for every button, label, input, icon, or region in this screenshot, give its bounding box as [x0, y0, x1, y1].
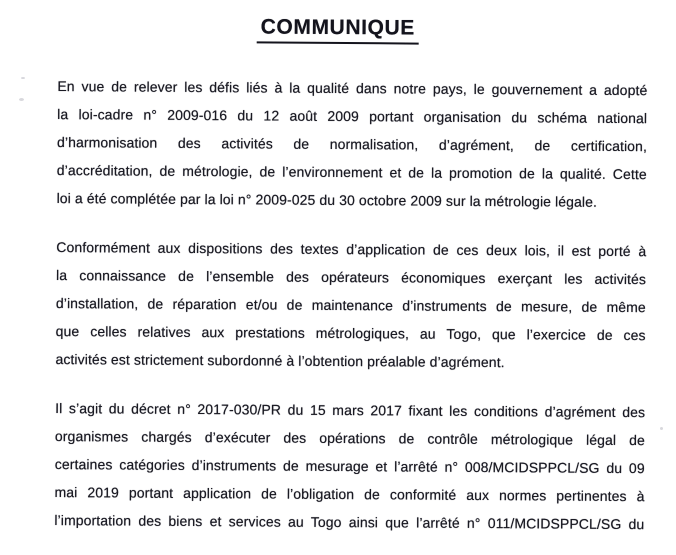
document-header — [0, 13, 676, 47]
text-line: la connaissance de l’ensemble des opérateurs économiques exerçant les activités — [56, 267, 647, 288]
text-line: organismes chargés d’exécuter des opérations de contrôle métrologique légal de — [54, 428, 645, 449]
paragraph — [55, 233, 646, 377]
text-line: d’harmonisation des activités de normalisation, d’agrément, de certification, — [56, 134, 648, 155]
text-line: que celles relatives aux prestations métrologiques, au Togo, que l’exercice de ces — [55, 323, 646, 344]
text-line: d’accréditation, de métrologie, de l’environnement et de la promotion de la qualité. Cette — [56, 162, 647, 183]
document-title: COMMUNIQUE — [257, 14, 419, 44]
text-line: Il s’agit du décret n° 2017-030/PR du 15 mars 2017 fixant les conditions d’agrément des — [55, 400, 646, 421]
paragraph — [57, 72, 648, 216]
paragraph — [54, 394, 645, 538]
text-line: Conformément aux dispositions des textes d’application de ces deux lois, il est porté à — [56, 239, 647, 260]
scan-speck — [19, 98, 24, 101]
text-line: mai 2019 portant application de l’obligation de conformité aux normes pertinentes à — [54, 484, 645, 505]
text-line: loi a été complétée par la loi n° 2009-025 du 30 octobre 2009 sur la métrologie légale. — [56, 190, 598, 210]
text-line: d’installation, de réparation et/ou de maintenance d’instruments de mesure, de même — [55, 295, 646, 316]
scan-speck — [21, 77, 25, 79]
text-line: En vue de relever les défis liés à la qualité dans notre pays, le gouvernement a adopté — [57, 78, 648, 99]
scan-speck — [660, 427, 663, 430]
text-line: l’importation des biens et services au Togo ainsi que l’arrêté n° 011/MCIDSPPCL/SG du — [54, 512, 645, 533]
text-line: certaines catégories d’instruments de mesurage et l’arrêté n° 008/MCIDSPPCL/SG du 09 — [54, 456, 645, 477]
document-body — [54, 72, 647, 538]
text-line: activités est strictement subordonné à l’obtention préalable d’agrément. — [55, 351, 505, 371]
text-line: la loi-cadre n° 2009-016 du 12 août 2009 portant organisation du schéma national — [57, 106, 648, 127]
